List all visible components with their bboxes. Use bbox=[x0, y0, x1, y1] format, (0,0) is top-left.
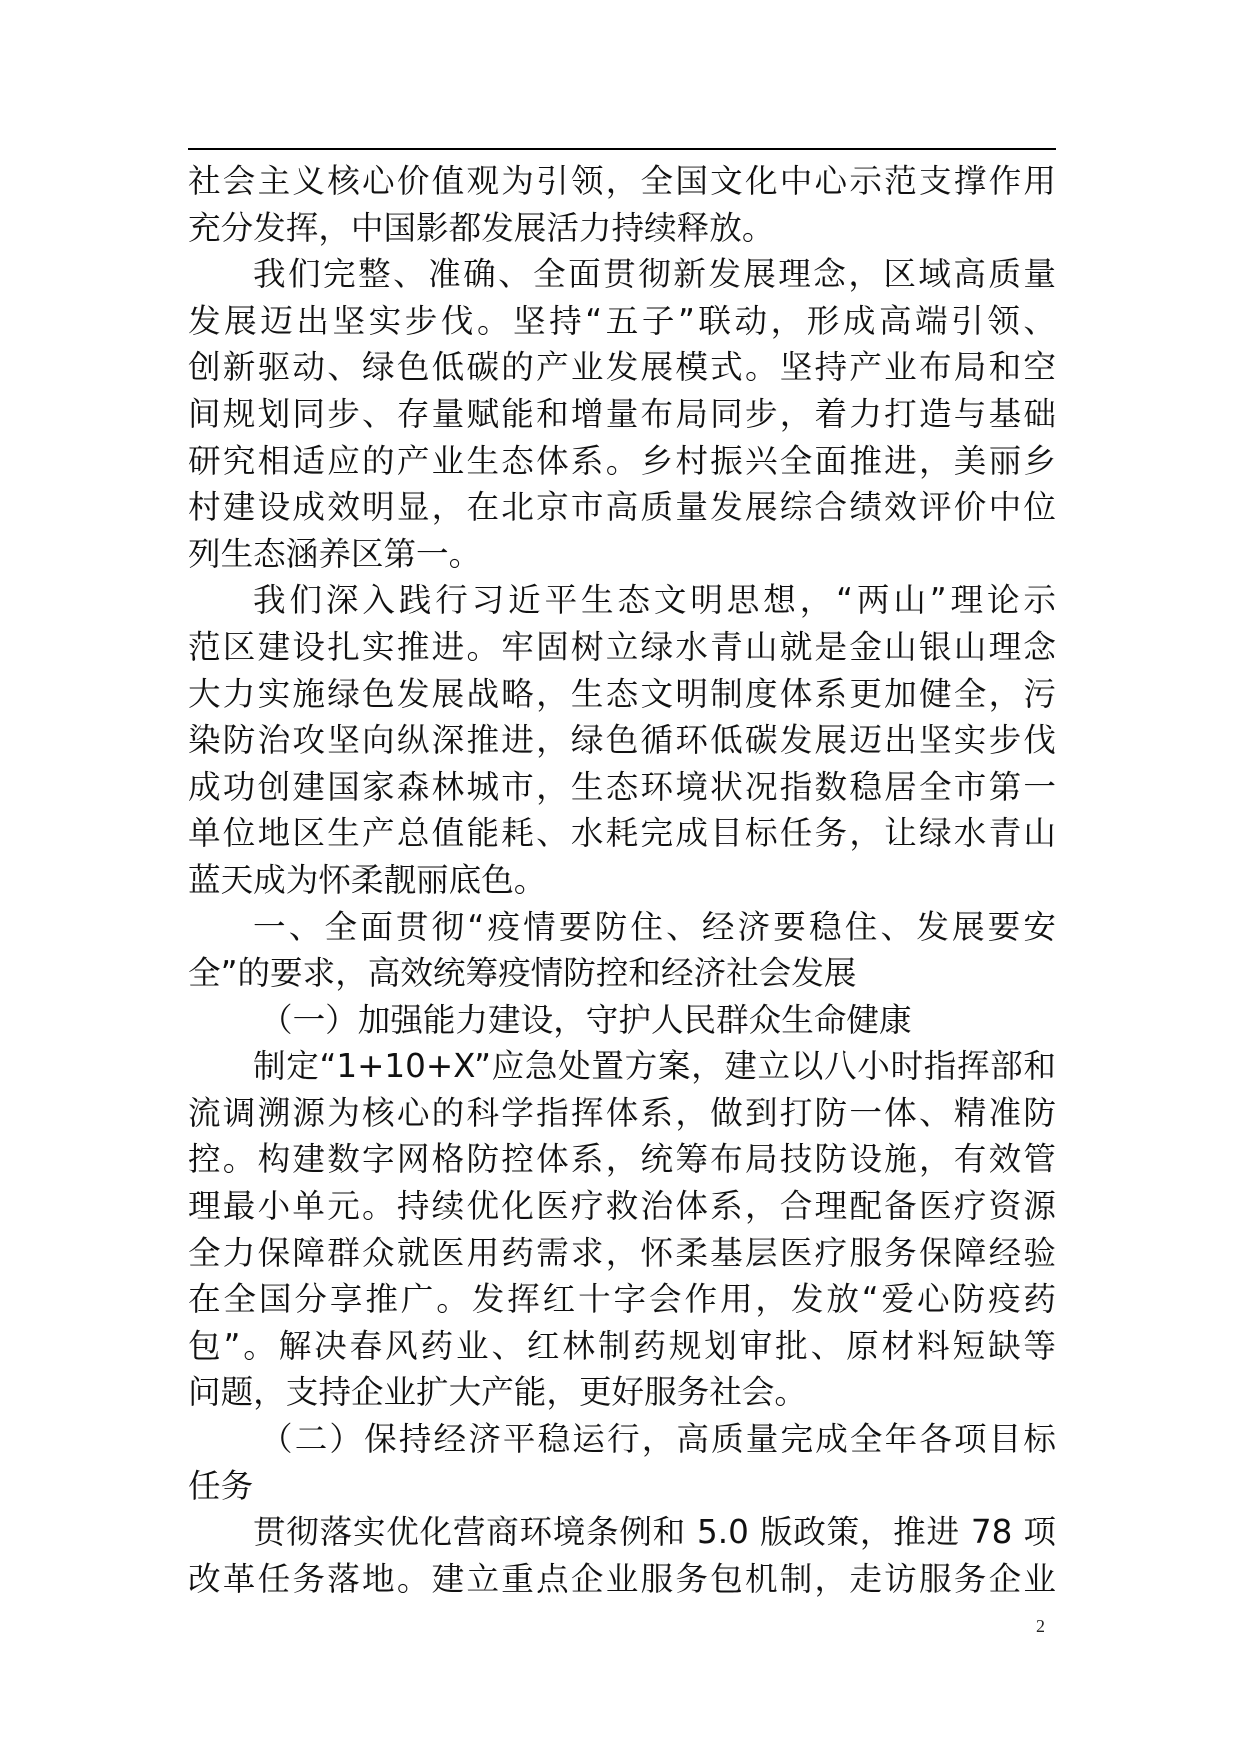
text-line: 研究相适应的产业生态体系。乡村振兴全面推进，美丽乡 bbox=[188, 441, 1056, 480]
text-line: 控。构建数字网格防控体系，统筹布局技防设施，有效管 bbox=[188, 1140, 1056, 1179]
subsection-heading: （一）加强能力建设，守护人民群众生命健康 bbox=[260, 1000, 912, 1039]
text-line: 发展迈出坚实步伐。坚持“五子”联动，形成高端引领、 bbox=[188, 301, 1056, 340]
text-line: 蓝天成为怀柔靓丽底色。 bbox=[188, 860, 547, 899]
section-heading-line: 一、全面贯彻“疫情要防住、经济要稳住、发展要安 bbox=[253, 907, 1056, 946]
text-line: 理最小单元。持续优化医疗救治体系，合理配备医疗资源 bbox=[188, 1187, 1056, 1226]
text-line: 充分发挥，中国影都发展活力持续释放。 bbox=[188, 208, 775, 247]
text-line: 大力实施绿色发展战略，生态文明制度体系更加健全，污 bbox=[188, 674, 1056, 713]
text-line: 社会主义核心价值观为引领，全国文化中心示范支撑作用 bbox=[188, 162, 1056, 200]
text-line: 制定“1+10+X”应急处置方案，建立以八小时指挥部和 bbox=[253, 1047, 1056, 1086]
text-line: 间规划同步、存量赋能和增量布局同步，着力打造与基础 bbox=[188, 394, 1056, 433]
page-number: 2 bbox=[1036, 1616, 1045, 1636]
text-line: 流调溯源为核心的科学指挥体系，做到打防一体、精准防 bbox=[188, 1093, 1056, 1132]
text-line: 创新驱动、绿色低碳的产业发展模式。坚持产业布局和空 bbox=[188, 348, 1056, 387]
text-line: 全力保障群众就医用药需求，怀柔基层医疗服务保障经验 bbox=[188, 1233, 1056, 1272]
text-line: 贯彻落实优化营商环境条例和 5.0 版政策，推进 78 项 bbox=[253, 1513, 1056, 1552]
text-line: 染防治攻坚向纵深推进，绿色循环低碳发展迈出坚实步伐 bbox=[188, 721, 1056, 760]
text-line: 范区建设扎实推进。牢固树立绿水青山就是金山银山理念 bbox=[188, 627, 1056, 666]
text-line: 我们完整、准确、全面贯彻新发展理念，区域高质量 bbox=[253, 255, 1056, 294]
text-line: 列生态涵养区第一。 bbox=[188, 534, 482, 573]
text-line: 在全国分享推广。发挥红十字会作用，发放“爱心防疫药 bbox=[188, 1280, 1056, 1319]
section-heading-line: 全”的要求，高效统筹疫情防控和经济社会发展 bbox=[188, 954, 857, 993]
text-line: 村建设成效明显，在北京市高质量发展综合绩效评价中位 bbox=[188, 488, 1056, 527]
text-line: 我们深入践行习近平生态文明思想，“两山”理论示 bbox=[253, 581, 1056, 620]
text-line: 问题，支持企业扩大产能，更好服务社会。 bbox=[188, 1373, 807, 1412]
header-rule bbox=[188, 148, 1056, 150]
text-line: 单位地区生产总值能耗、水耗完成目标任务，让绿水青山 bbox=[188, 814, 1056, 853]
subsection-heading: 任务 bbox=[188, 1466, 254, 1505]
text-line: 包”。解决春风药业、红林制药规划审批、原材料短缺等 bbox=[188, 1326, 1056, 1365]
subsection-heading: （二）保持经济平稳运行，高质量完成全年各项目标 bbox=[260, 1420, 1056, 1459]
text-line: 成功创建国家森林城市，生态环境状况指数稳居全市第一 bbox=[188, 767, 1056, 806]
text-line: 改革任务落地。建立重点企业服务包机制，走访服务企业 bbox=[188, 1559, 1056, 1598]
body-text bbox=[188, 158, 1056, 1602]
